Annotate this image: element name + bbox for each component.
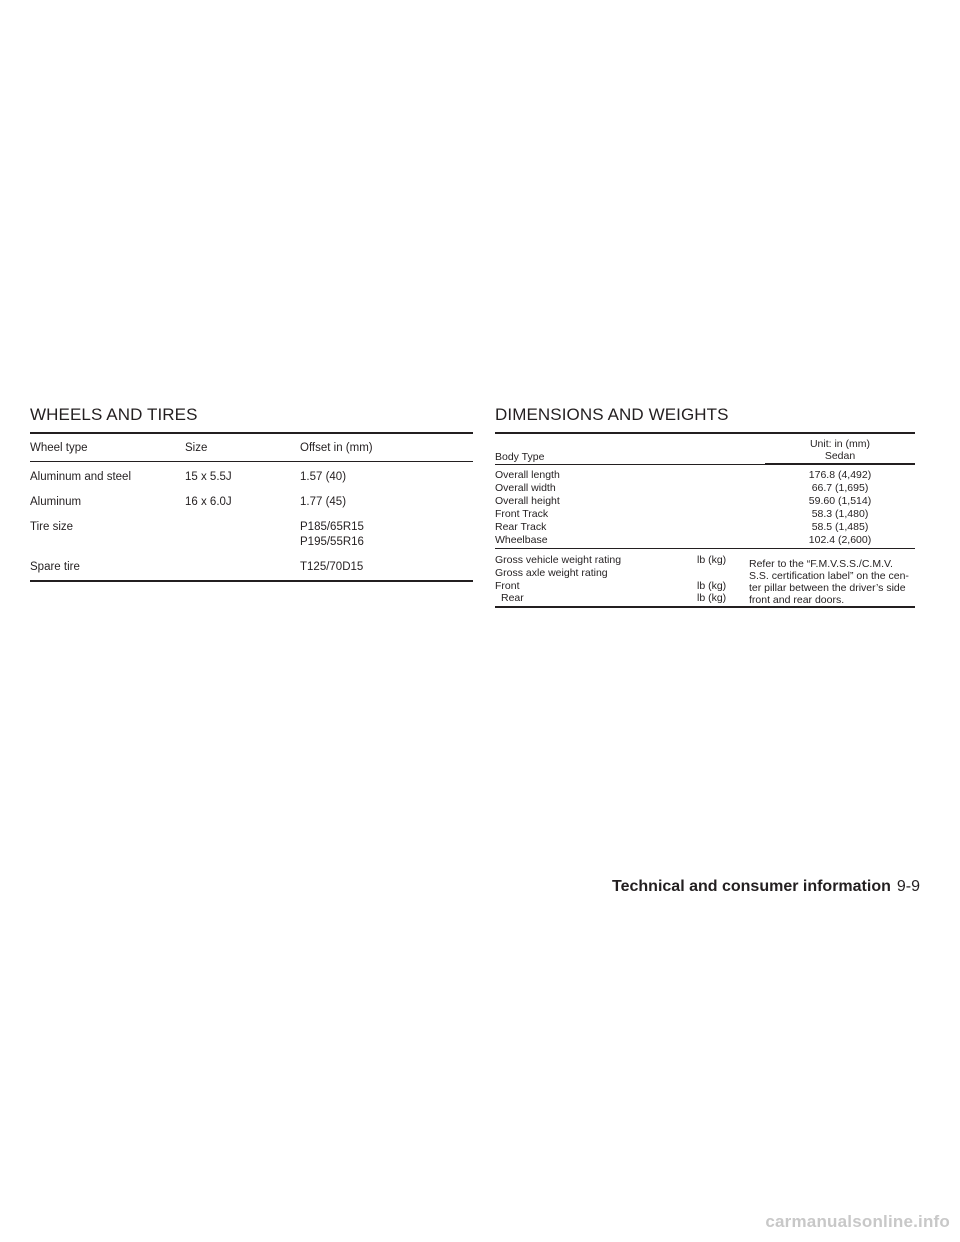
- table-row: [30, 560, 473, 575]
- header-offset: Offset in (mm): [300, 442, 373, 454]
- dim-label: Overall height: [495, 495, 560, 507]
- dim-label: Rear Track: [495, 521, 547, 533]
- gvwr-unit: lb (kg): [697, 554, 727, 566]
- dim-value: 176.8 (4,492): [808, 469, 872, 481]
- gawr-label: Gross axle weight rating: [495, 567, 608, 579]
- cell-wheel-type: Aluminum and steel: [30, 471, 131, 483]
- gvwr-label: Gross vehicle weight rating: [495, 554, 622, 566]
- page-number: 9-9: [896, 878, 920, 895]
- table-row: [30, 470, 473, 485]
- dim-value: 66.7 (1,695): [811, 482, 869, 494]
- cell-wheel-type: Aluminum: [30, 496, 82, 508]
- dim-label: Overall width: [495, 482, 556, 494]
- table-row: [30, 495, 473, 510]
- note-line: ter pillar between the driver’s side: [749, 582, 906, 594]
- dim-value: 59.60 (1,514): [808, 495, 872, 507]
- cell-size: 16 x 6.0J: [185, 496, 232, 508]
- wheels-header-rule: [30, 461, 473, 462]
- dim-label: Overall length: [495, 469, 560, 481]
- cell-wheel-type: Spare tire: [30, 561, 80, 573]
- weights-block: [495, 549, 915, 606]
- dimensions-and-weights-section: [495, 405, 915, 608]
- footer-section-label: Technical and consumer information: [612, 878, 891, 895]
- dimensions-list: [495, 465, 915, 548]
- cell-offset: 1.77 (45): [300, 496, 347, 508]
- note-line: Refer to the “F.M.V.S.S./C.M.V.: [749, 558, 893, 570]
- front-unit: lb (kg): [697, 580, 727, 592]
- table-row: [30, 535, 473, 550]
- note-line: front and rear doors.: [749, 594, 845, 606]
- rear-label: Rear: [501, 592, 524, 604]
- cell-offset: P195/55R16: [300, 536, 364, 548]
- note-line: S.S. certification label” on the cen-: [749, 570, 909, 582]
- front-label: Front: [495, 580, 520, 592]
- watermark: carmanualsonline.info: [765, 1212, 950, 1231]
- cell-offset: P185/65R15: [300, 521, 364, 533]
- header-size: Size: [185, 442, 208, 454]
- dims-header: [495, 434, 915, 464]
- cell-size: 15 x 5.5J: [185, 471, 232, 483]
- dim-value: 58.5 (1,485): [811, 521, 869, 533]
- wheels-and-tires-section: [30, 405, 473, 582]
- body-type-label: Body Type: [495, 451, 545, 463]
- cell-offset: 1.57 (40): [300, 471, 347, 483]
- dim-label: Wheelbase: [495, 534, 548, 546]
- cell-offset: T125/70D15: [300, 561, 364, 573]
- dim-label: Front Track: [495, 508, 549, 520]
- dim-value: 102.4 (2,600): [808, 534, 872, 546]
- body-type-rule: [765, 463, 915, 464]
- table-row: [30, 520, 473, 535]
- rear-unit: lb (kg): [697, 592, 727, 604]
- wheels-bottom-rule: [30, 580, 473, 582]
- unit-label: Unit: in (mm): [809, 438, 871, 450]
- wheels-header-row: [30, 441, 473, 456]
- header-wheel-type: Wheel type: [30, 442, 88, 454]
- cell-wheel-type: Tire size: [30, 521, 74, 533]
- page-footer: [560, 877, 920, 897]
- dims-bottom-rule: [495, 606, 915, 608]
- wheels-section-title: WHEELS AND TIRES: [30, 405, 198, 424]
- dim-value: 58.3 (1,480): [811, 508, 869, 520]
- body-type-value: Sedan: [824, 450, 856, 462]
- dims-section-title: DIMENSIONS AND WEIGHTS: [495, 405, 729, 424]
- wheels-top-rule: [30, 432, 473, 434]
